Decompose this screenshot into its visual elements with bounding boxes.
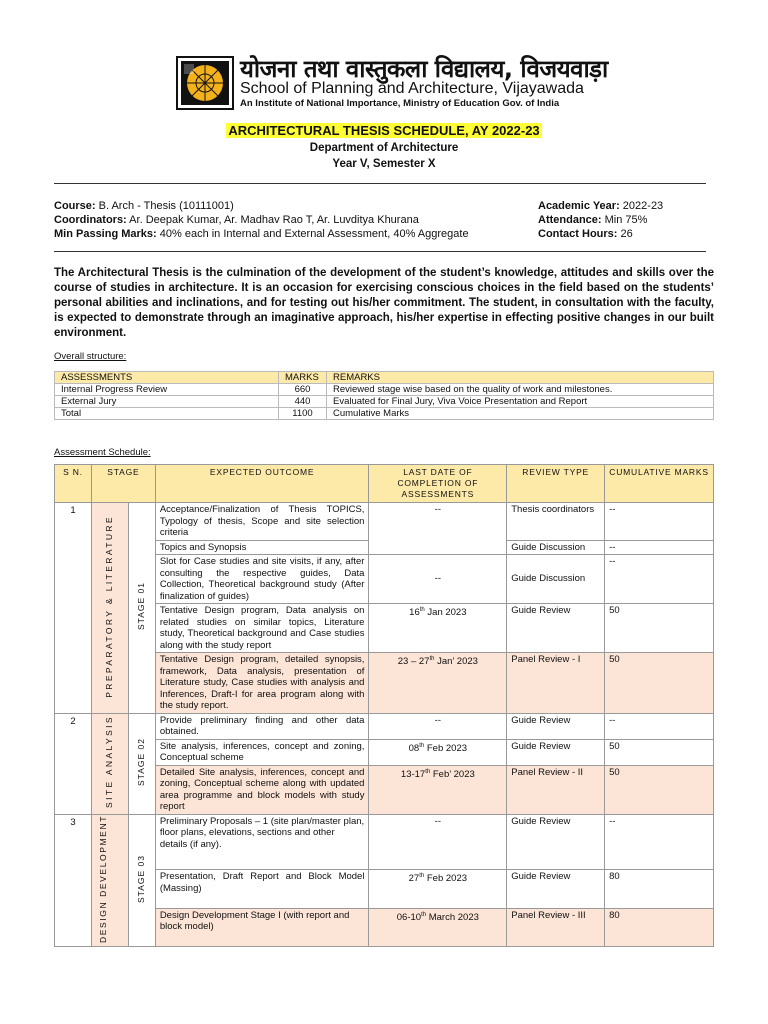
review-type-cell: Panel Review - III <box>507 908 605 947</box>
marks-cell: 50 <box>605 604 714 653</box>
outcome-cell: Presentation, Draft Report and Block Model (Massing) <box>155 870 369 908</box>
academic-year-label: Academic Year: <box>538 200 620 212</box>
remarks-cell: Cumulative Marks <box>327 408 714 420</box>
column-header: S N. <box>55 465 92 503</box>
stage-name-cell <box>91 503 128 714</box>
overall-structure-table <box>54 371 714 420</box>
marks-cell: 80 <box>605 870 714 908</box>
date-text: 08 <box>408 742 420 754</box>
assessment-cell: Internal Progress Review <box>55 384 279 396</box>
date-text: -- <box>434 504 441 515</box>
column-header: MARKS <box>279 372 327 384</box>
outcome-cell: Tentative Design program, detailed synopsis, framework, Data analysis, presentation of Literature study, Case studies with analysis and Inferences, Draft-I for area program along with the study report. <box>155 653 369 714</box>
institute-logo-icon <box>176 56 234 110</box>
date-suffix: th <box>421 911 427 918</box>
table-row <box>55 408 714 420</box>
review-type-cell: Guide Review <box>507 604 605 653</box>
review-type-cell: Guide Review <box>507 814 605 870</box>
marks-cell: 50 <box>605 653 714 714</box>
document-title: ARCHITECTURAL THESIS SCHEDULE, AY 2022-23 <box>228 123 540 138</box>
institute-header <box>176 52 608 112</box>
coordinators-line <box>54 214 419 226</box>
date-suffix: th <box>419 873 425 880</box>
table-row <box>55 384 714 396</box>
column-header: REMARKS <box>327 372 714 384</box>
assessment-cell: External Jury <box>55 396 279 408</box>
review-type-cell: Panel Review - II <box>507 765 605 814</box>
overall-structure-heading: Overall structure: <box>54 351 127 362</box>
outcome-cell: Provide preliminary finding and other data obtained. <box>155 713 369 739</box>
date-text: 13-17 <box>400 768 426 780</box>
marks-cell: 50 <box>605 765 714 814</box>
intro-paragraph: The Architectural Thesis is the culmination of the development of the student’s knowledge, attitudes and skills over the course of studies in architecture. It is an occasion for exercising conscious choices in the field based on the students’ personal abilities and inclinations, and for testing out his/her commitment. The student, in consultation with the faculty, is expected to demonstrate through an imaginative approach, his/her expertise in effecting positive changes in our built environment. <box>54 267 714 339</box>
stage-name-label: SITE ANALYSIS <box>104 715 115 809</box>
stage-number-cell <box>128 503 155 714</box>
table-row <box>55 503 714 541</box>
date-cell <box>369 713 507 739</box>
marks-cell: -- <box>605 555 714 604</box>
column-header: ASSESSMENTS <box>55 372 279 384</box>
marks-cell: -- <box>605 540 714 555</box>
stage-number-label: STAGE 02 <box>136 737 147 786</box>
contact-hours-line <box>538 228 633 240</box>
outcome-cell: Tentative Design program, Data analysis on related studies on similar topics, Literature study, Theoretical background and Case studies along with the study report <box>155 604 369 653</box>
date-text: 23 – 27 <box>397 656 430 668</box>
stage-name-label: DESIGN DEVELOPMENT <box>97 814 108 943</box>
column-header: STAGE <box>91 465 155 503</box>
outcome-cell: Preliminary Proposals – 1 (site plan/master plan, floor plans, elevations, sections and other details (if any). <box>155 814 369 870</box>
date-cell <box>369 765 507 814</box>
serial-number-cell: 1 <box>55 503 92 714</box>
date-tail: Feb 2023 <box>424 873 468 885</box>
assessment-schedule-table <box>54 464 714 947</box>
date-text: 27 <box>408 873 420 885</box>
date-suffix: th <box>429 656 435 662</box>
year-semester: Year V, Semester X <box>332 158 436 170</box>
stage-number-cell <box>128 814 155 947</box>
outcome-cell: Design Development Stage I (with report and block model) <box>155 908 369 947</box>
remarks-cell: Evaluated for Final Jury, Viva Voice Presentation and Report <box>327 396 714 408</box>
review-type-cell: Guide Review <box>507 739 605 765</box>
review-type-cell: Guide Discussion <box>507 540 605 555</box>
outcome-cell: Slot for Case studies and site visits, if any, after consulting the respective guides, Data Collection, Theoretical background study (After finalization of guides) <box>155 555 369 604</box>
outcome-cell: Topics and Synopsis <box>155 540 369 555</box>
institute-name-hindi: योजना तथा वास्तुकला विद्यालय, विजयवाड़ा <box>240 55 608 83</box>
date-tail: March 2023 <box>426 911 479 923</box>
outcome-cell: Acceptance/Finalization of Thesis TOPICS, Typology of thesis, Scope and site selection criteria <box>155 503 369 541</box>
academic-year-value: 2022-23 <box>619 200 664 212</box>
marks-cell: -- <box>605 814 714 870</box>
review-type-cell: Guide Discussion <box>507 555 605 604</box>
divider <box>54 183 706 184</box>
date-text: 06-10 <box>396 911 422 923</box>
coordinators-label: Coordinators: <box>54 214 127 226</box>
attendance-value: Min 75% <box>601 214 648 226</box>
passing-value: 40% each in Internal and External Assessment, 40% Aggregate <box>156 228 469 240</box>
department: Department of Architecture <box>309 142 459 154</box>
column-header: CUMULATIVE MARKS <box>605 465 714 503</box>
attendance-label: Attendance: <box>538 214 602 226</box>
review-type-cell: Guide Review <box>507 713 605 739</box>
course-label: Course: <box>54 200 96 212</box>
coordinators-value: Ar. Deepak Kumar, Ar. Madhav Rao T, Ar. Luvditya Khurana <box>126 214 419 226</box>
date-text: -- <box>434 573 441 585</box>
table-header-row <box>55 465 714 503</box>
date-cell <box>369 814 507 870</box>
date-text: -- <box>434 815 441 827</box>
table-row <box>55 396 714 408</box>
column-header: EXPECTED OUTCOME <box>155 465 369 503</box>
academic-year-line <box>538 200 663 212</box>
date-tail: Feb 2023 <box>424 742 468 754</box>
date-cell <box>369 653 507 714</box>
attendance-line <box>538 214 647 226</box>
divider <box>54 251 706 252</box>
passing-marks-line <box>54 228 469 240</box>
column-header: LAST DATE OF COMPLETION OF ASSESSMENTS <box>369 465 507 503</box>
marks-cell: -- <box>605 503 714 541</box>
marks-cell: 440 <box>279 396 327 408</box>
assessment-schedule-heading: Assessment Schedule: <box>54 447 151 458</box>
date-suffix: th <box>419 607 425 613</box>
marks-cell: -- <box>605 713 714 739</box>
date-cell <box>369 870 507 908</box>
contact-value: 26 <box>617 228 633 240</box>
date-cell <box>369 555 507 604</box>
date-cell <box>369 503 507 555</box>
title-wrap <box>0 122 768 140</box>
date-tail: Feb’ 2023 <box>430 768 475 780</box>
stage-number-label: STAGE 01 <box>136 582 147 630</box>
review-type-cell: Thesis coordinators <box>507 503 605 541</box>
column-header: REVIEW TYPE <box>507 465 605 503</box>
stage-name-cell <box>91 814 128 947</box>
outcome-cell: Detailed Site analysis, inferences, concept and zoning, Conceptual scheme along with updated area programme and block models with study report <box>155 765 369 814</box>
contact-label: Contact Hours: <box>538 228 618 240</box>
table-header-row <box>55 372 714 384</box>
date-suffix: th <box>425 768 431 775</box>
marks-cell: 1100 <box>279 408 327 420</box>
stage-number-label: STAGE 03 <box>136 854 147 903</box>
passing-label: Min Passing Marks: <box>54 228 157 240</box>
course-value: B. Arch - Thesis (10111001) <box>95 200 234 212</box>
table-row <box>55 814 714 870</box>
course-line <box>54 200 234 212</box>
marks-cell: 50 <box>605 739 714 765</box>
stage-name-cell <box>91 713 128 814</box>
marks-cell: 660 <box>279 384 327 396</box>
review-type-cell: Guide Review <box>507 870 605 908</box>
serial-number-cell: 2 <box>55 713 92 814</box>
date-suffix: th <box>419 742 425 749</box>
outcome-cell: Site analysis, inferences, concept and zoning, Conceptual scheme <box>155 739 369 765</box>
assessment-cell: Total <box>55 408 279 420</box>
remarks-cell: Reviewed stage wise based on the quality of work and milestones. <box>327 384 714 396</box>
table-row <box>55 713 714 739</box>
date-text: 16 <box>409 607 420 619</box>
date-cell <box>369 908 507 947</box>
date-text: -- <box>434 714 441 726</box>
stage-number-cell <box>128 713 155 814</box>
institute-tagline: An Institute of National Importance, Ministry of Education Gov. of India <box>240 98 560 109</box>
marks-cell: 80 <box>605 908 714 947</box>
date-tail: Jan 2023 <box>424 607 467 619</box>
review-type-cell: Panel Review - I <box>507 653 605 714</box>
stage-name-label: PREPARATORY & LITERATURE <box>104 514 115 698</box>
date-cell <box>369 604 507 653</box>
institute-name-english: School of Planning and Architecture, Vijayawada <box>240 80 584 97</box>
date-cell <box>369 739 507 765</box>
serial-number-cell: 3 <box>55 814 92 947</box>
date-tail: Jan’ 2023 <box>434 656 478 668</box>
